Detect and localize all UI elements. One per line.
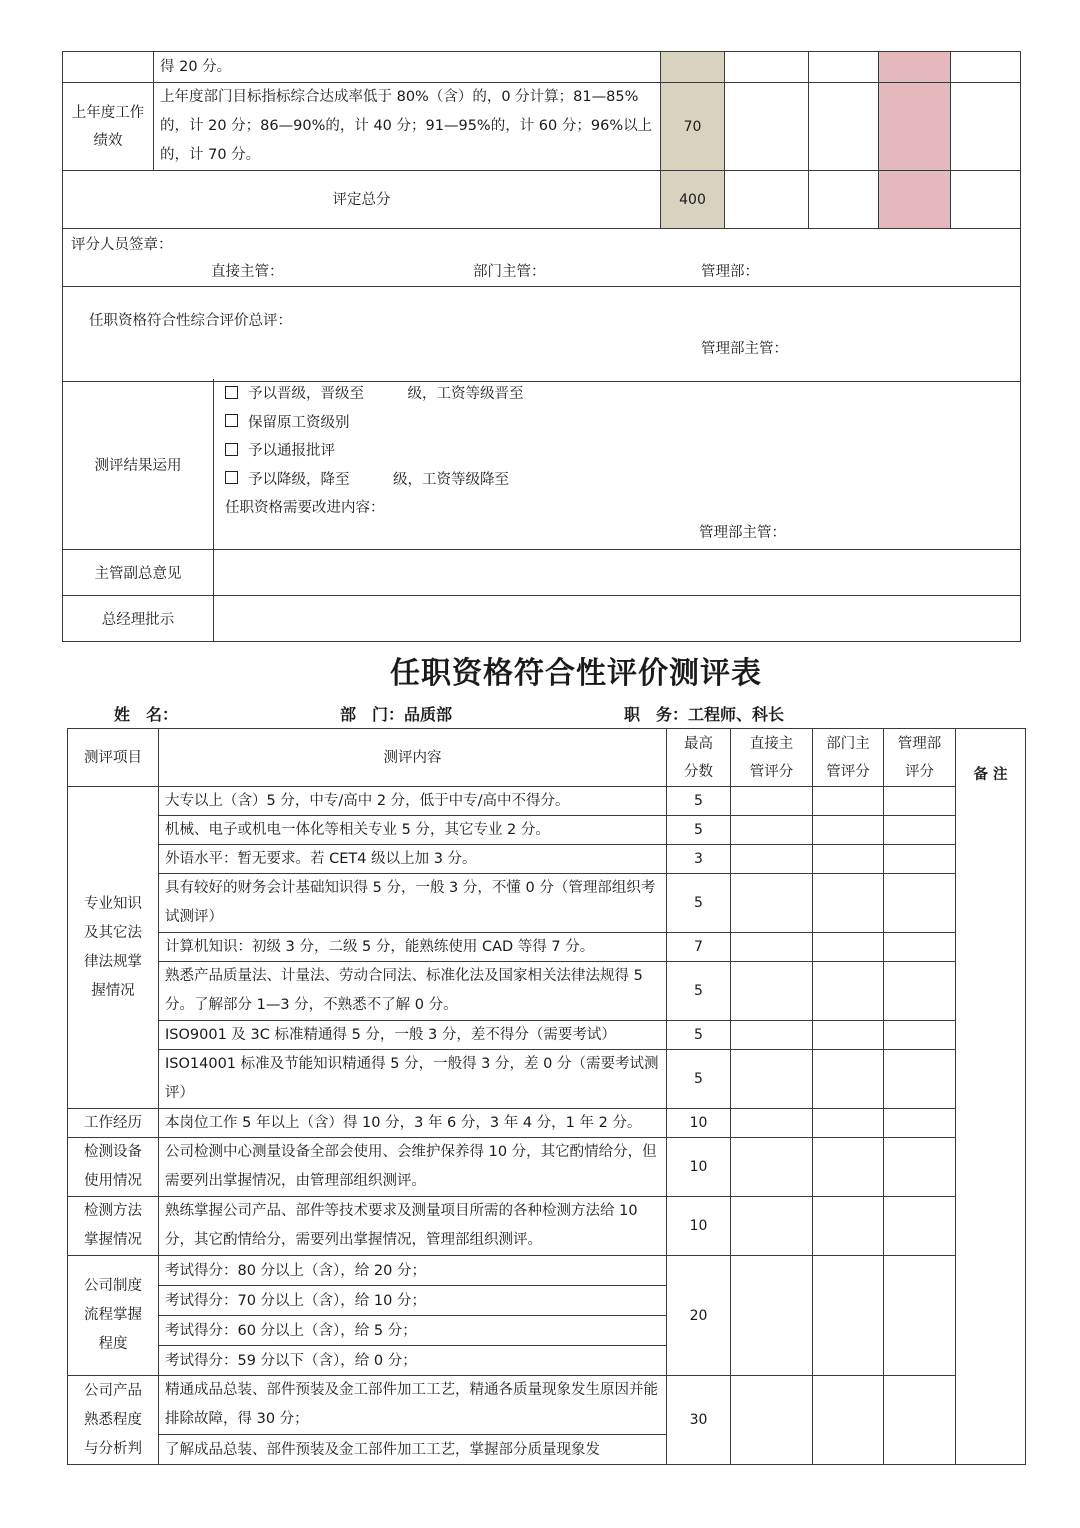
last-year-max: 70 — [661, 83, 725, 171]
overall-eval-row — [63, 287, 1021, 382]
experience-label: 工作经历 — [68, 1109, 159, 1138]
header-dept: 部门主管评分 — [813, 729, 884, 787]
overall-eval-sign[interactable]: 管理部主管： — [701, 341, 788, 357]
result-options — [225, 380, 524, 523]
knowledge-label: 专业知识及其它法律法规掌握情况 — [68, 787, 159, 1109]
row-content: 了解成品总装、部件预装及金工部件加工工艺，掌握部分质量现象发 — [159, 1435, 667, 1465]
option-criticize[interactable]: 予以通报批评 — [225, 437, 524, 466]
table-row — [68, 1138, 1026, 1197]
checkbox-icon[interactable] — [225, 471, 238, 484]
last-year-content: 上年度部门目标指标综合达成率低于 80%（含）的，0 分计算；81—85%的，计 20 分；86—90%的，计 40 分；91—95%的，计 60 分；96%以上的，计 70 分。 — [154, 83, 661, 171]
signature-row — [63, 229, 1021, 287]
row-max: 5 — [667, 787, 731, 816]
row-content: 考试得分：70 分以上（含），给 10 分； — [159, 1286, 667, 1316]
name-label: 姓 名： — [114, 705, 179, 724]
option-demote[interactable]: 予以降级，降至 级，工资等级降至 — [225, 466, 524, 495]
evaluation-table — [67, 728, 1026, 1465]
checkbox-icon[interactable] — [225, 386, 238, 399]
total-max: 400 — [661, 171, 725, 229]
total-label: 评定总分 — [63, 171, 661, 229]
table-row — [68, 1050, 1026, 1109]
checkbox-icon[interactable] — [225, 443, 238, 456]
row-content: 本岗位工作 5 年以上（含）得 10 分，3 年 6 分，3 年 4 分，1 年 2 分。 — [159, 1109, 667, 1138]
vp-opinion-label: 主管副总意见 — [63, 549, 214, 595]
gm-instruction-field[interactable] — [214, 595, 1020, 641]
direct-supervisor-sign[interactable]: 直接主管： — [211, 264, 284, 280]
option-promote[interactable]: 予以晋级，晋级至 级，工资等级晋至 — [225, 380, 524, 409]
signature-title: 评分人员签章： — [71, 237, 173, 253]
position-label: 职 务：工程师、科长 — [624, 705, 785, 724]
row-content: ISO9001 及 3C 标准精通得 5 分，一般 3 分，差不得分（需要考试） — [159, 1021, 667, 1050]
row-max: 5 — [667, 1021, 731, 1050]
row-content: 机械、电子或机电一体化等相关专业 5 分，其它专业 2 分。 — [159, 816, 667, 845]
form-title: 任职资格符合性评价测评表 — [390, 656, 762, 691]
header-item: 测评项目 — [68, 729, 159, 787]
header-mgmt: 管理部评分 — [884, 729, 956, 787]
table-row — [68, 1109, 1026, 1138]
table-row — [68, 1197, 1026, 1256]
table-row — [63, 52, 1021, 83]
header-max: 最高分数 — [667, 729, 731, 787]
row-max: 5 — [667, 1050, 731, 1109]
row-max: 20 — [667, 1256, 731, 1376]
row-content: 考试得分：60 分以上（含），给 5 分； — [159, 1316, 667, 1346]
row-max: 5 — [667, 874, 731, 933]
row-content: ISO14001 标准及节能知识精通得 5 分，一般得 3 分，差 0 分（需要考试测评） — [159, 1050, 667, 1109]
header-direct: 直接主管评分 — [731, 729, 813, 787]
vp-opinion-row — [62, 549, 1021, 596]
method-label: 检测方法掌握情况 — [68, 1197, 159, 1256]
equipment-label: 检测设备使用情况 — [68, 1138, 159, 1197]
mgmt-dept-sign[interactable]: 管理部： — [701, 264, 759, 280]
table-row — [68, 787, 1026, 816]
last-year-label: 上年度工作绩效 — [63, 83, 154, 171]
row-content: 考试得分：59 分以下（含），给 0 分； — [159, 1346, 667, 1376]
row-content: 具有较好的财务会计基础知识得 5 分，一般 3 分，不懂 0 分（管理部组织考试测评） — [159, 874, 667, 933]
gm-instruction-row — [62, 595, 1021, 642]
table-row — [68, 1376, 1026, 1435]
table-row — [68, 845, 1026, 874]
dept-label: 部 门：品质部 — [340, 705, 453, 724]
result-sign[interactable]: 管理部主管： — [699, 525, 786, 541]
table-row — [63, 83, 1021, 171]
header-row — [68, 729, 1026, 787]
option-keep[interactable]: 保留原工资级别 — [225, 409, 524, 438]
row-content: 外语水平：暂无要求。若 CET4 级以上加 3 分。 — [159, 845, 667, 874]
overall-eval-title: 任职资格符合性综合评价总评： — [89, 313, 292, 329]
table-row — [63, 171, 1021, 229]
dept-supervisor-sign[interactable]: 部门主管： — [473, 264, 546, 280]
table-row — [68, 1021, 1026, 1050]
result-block — [62, 379, 1021, 550]
row-content: 大专以上（含）5 分，中专/高中 2 分，低于中专/高中不得分。 — [159, 787, 667, 816]
row-content: 精通成品总装、部件预装及金工部件加工工艺，精通各质量现象发生原因并能排除故障，得 30 分； — [159, 1376, 667, 1435]
table-row — [68, 1256, 1026, 1286]
table-row — [68, 933, 1026, 962]
product-label: 公司产品熟悉程度与分析判 — [68, 1376, 159, 1465]
row-max: 10 — [667, 1138, 731, 1197]
row-content: 考试得分：80 分以上（含），给 20 分； — [159, 1256, 667, 1286]
vp-opinion-field[interactable] — [214, 549, 1020, 595]
row-max: 3 — [667, 845, 731, 874]
table-row — [68, 962, 1026, 1021]
row-content: 熟悉产品质量法、计量法、劳动合同法、标准化法及国家相关法律法规得 5 分。了解部分 1—3 分，不熟悉不了解 0 分。 — [159, 962, 667, 1021]
gm-instruction-label: 总经理批示 — [63, 595, 214, 641]
header-content: 测评内容 — [159, 729, 667, 787]
table-row — [68, 816, 1026, 845]
row-max: 7 — [667, 933, 731, 962]
row-content: 计算机知识：初级 3 分，二级 5 分，能熟练使用 CAD 等得 7 分。 — [159, 933, 667, 962]
checkbox-icon[interactable] — [225, 414, 238, 427]
row-max: 10 — [667, 1197, 731, 1256]
row-content: 熟练掌握公司产品、部件等技术要求及测量项目所需的各种检测方法给 10 分，其它酌情给分，需要列出掌握情况，管理部组织测评。 — [159, 1197, 667, 1256]
prev-row-text: 得 20 分。 — [154, 52, 661, 83]
improve-label: 任职资格需要改进内容： — [225, 500, 385, 516]
row-max: 30 — [667, 1376, 731, 1465]
process-label: 公司制度流程掌握程度 — [68, 1256, 159, 1376]
row-max: 10 — [667, 1109, 731, 1138]
row-max: 5 — [667, 962, 731, 1021]
result-label: 测评结果运用 — [63, 379, 214, 549]
table-row — [68, 874, 1026, 933]
row-max: 5 — [667, 816, 731, 845]
row-content: 公司检测中心测量设备全部会使用、会维护保养得 10 分，其它酌情给分，但需要列出掌握情况，由管理部组织测评。 — [159, 1138, 667, 1197]
header-remark: 备 注 — [956, 729, 1026, 1465]
